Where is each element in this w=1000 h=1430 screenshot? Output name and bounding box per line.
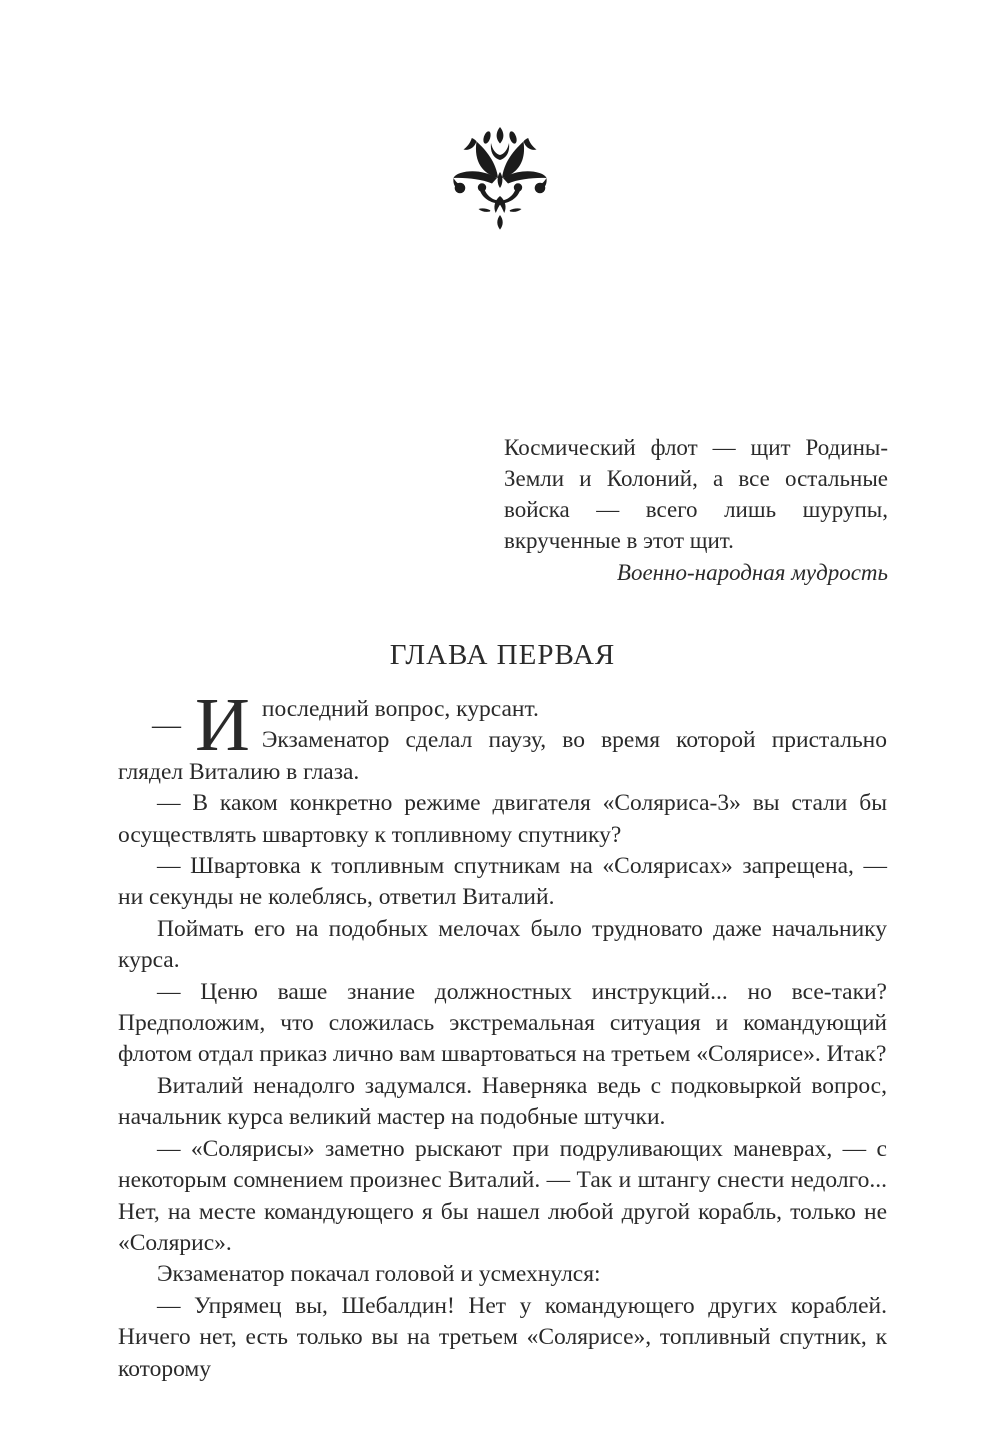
fleuron-ornament-icon [0,126,1000,230]
paragraph: — В каком конкретно режиме двигателя «Соляриса-3» вы стали бы осуществлять швартовку к топливному спутнику? [118,790,887,848]
paragraph: — Упрямец вы, Шебалдин! Нет у командующего других кораблей. Ничего нет, есть только вы на третьем «Солярисе», топливный спутник, к которому [118,1292,887,1382]
opening-text: последний вопрос, курсант. [261,696,539,722]
paragraph: Экзаменатор сделал паузу, во время которой пристально глядел Виталию в глаза. [118,727,887,785]
epigraph-text: Космический флот — щит Родины-Земли и Колоний, а все остальные войска — всего лишь шурупы, вкрученные в этот щит. [504,435,888,553]
drop-cap-dash: — [152,709,181,741]
chapter-title: ГЛАВА ПЕРВАЯ [389,639,616,671]
chapter-body [118,683,887,1385]
epigraph-attribution: Военно-народная мудрость [616,560,888,585]
paragraph: — Ценю ваше знание должностных инструкций... но все-таки? Предположим, что сложилась экстремальная ситуация и командующий флотом отдал приказ лично вам швартоваться на третьем «Солярисе». Итак? [118,978,887,1068]
epigraph [504,432,888,588]
paragraph: Экзаменатор покачал головой и усмехнулся: [157,1261,601,1288]
paragraph: Поймать его на подобных мелочах было трудновато даже начальнику курса. [118,915,887,974]
drop-cap [152,683,250,767]
paragraph: — Швартовка к топливным спутникам на «Солярисах» запрещена, — ни секунды не колеблясь, ответил Виталий. [118,853,887,911]
paragraph: Виталий ненадолго задумался. Наверняка ведь с подковыркой вопрос, начальник курса великий мастер на подобные штучки. [118,1072,887,1131]
drop-cap-letter: И [195,683,250,767]
paragraph: — «Солярисы» заметно рыскают при подруливающих маневрах, — с некоторым сомнением произнес Виталий. — Так и штангу снести недолго... Нет, на месте командующего я бы нашел любой другой корабль, только не «Солярис». [118,1135,887,1256]
